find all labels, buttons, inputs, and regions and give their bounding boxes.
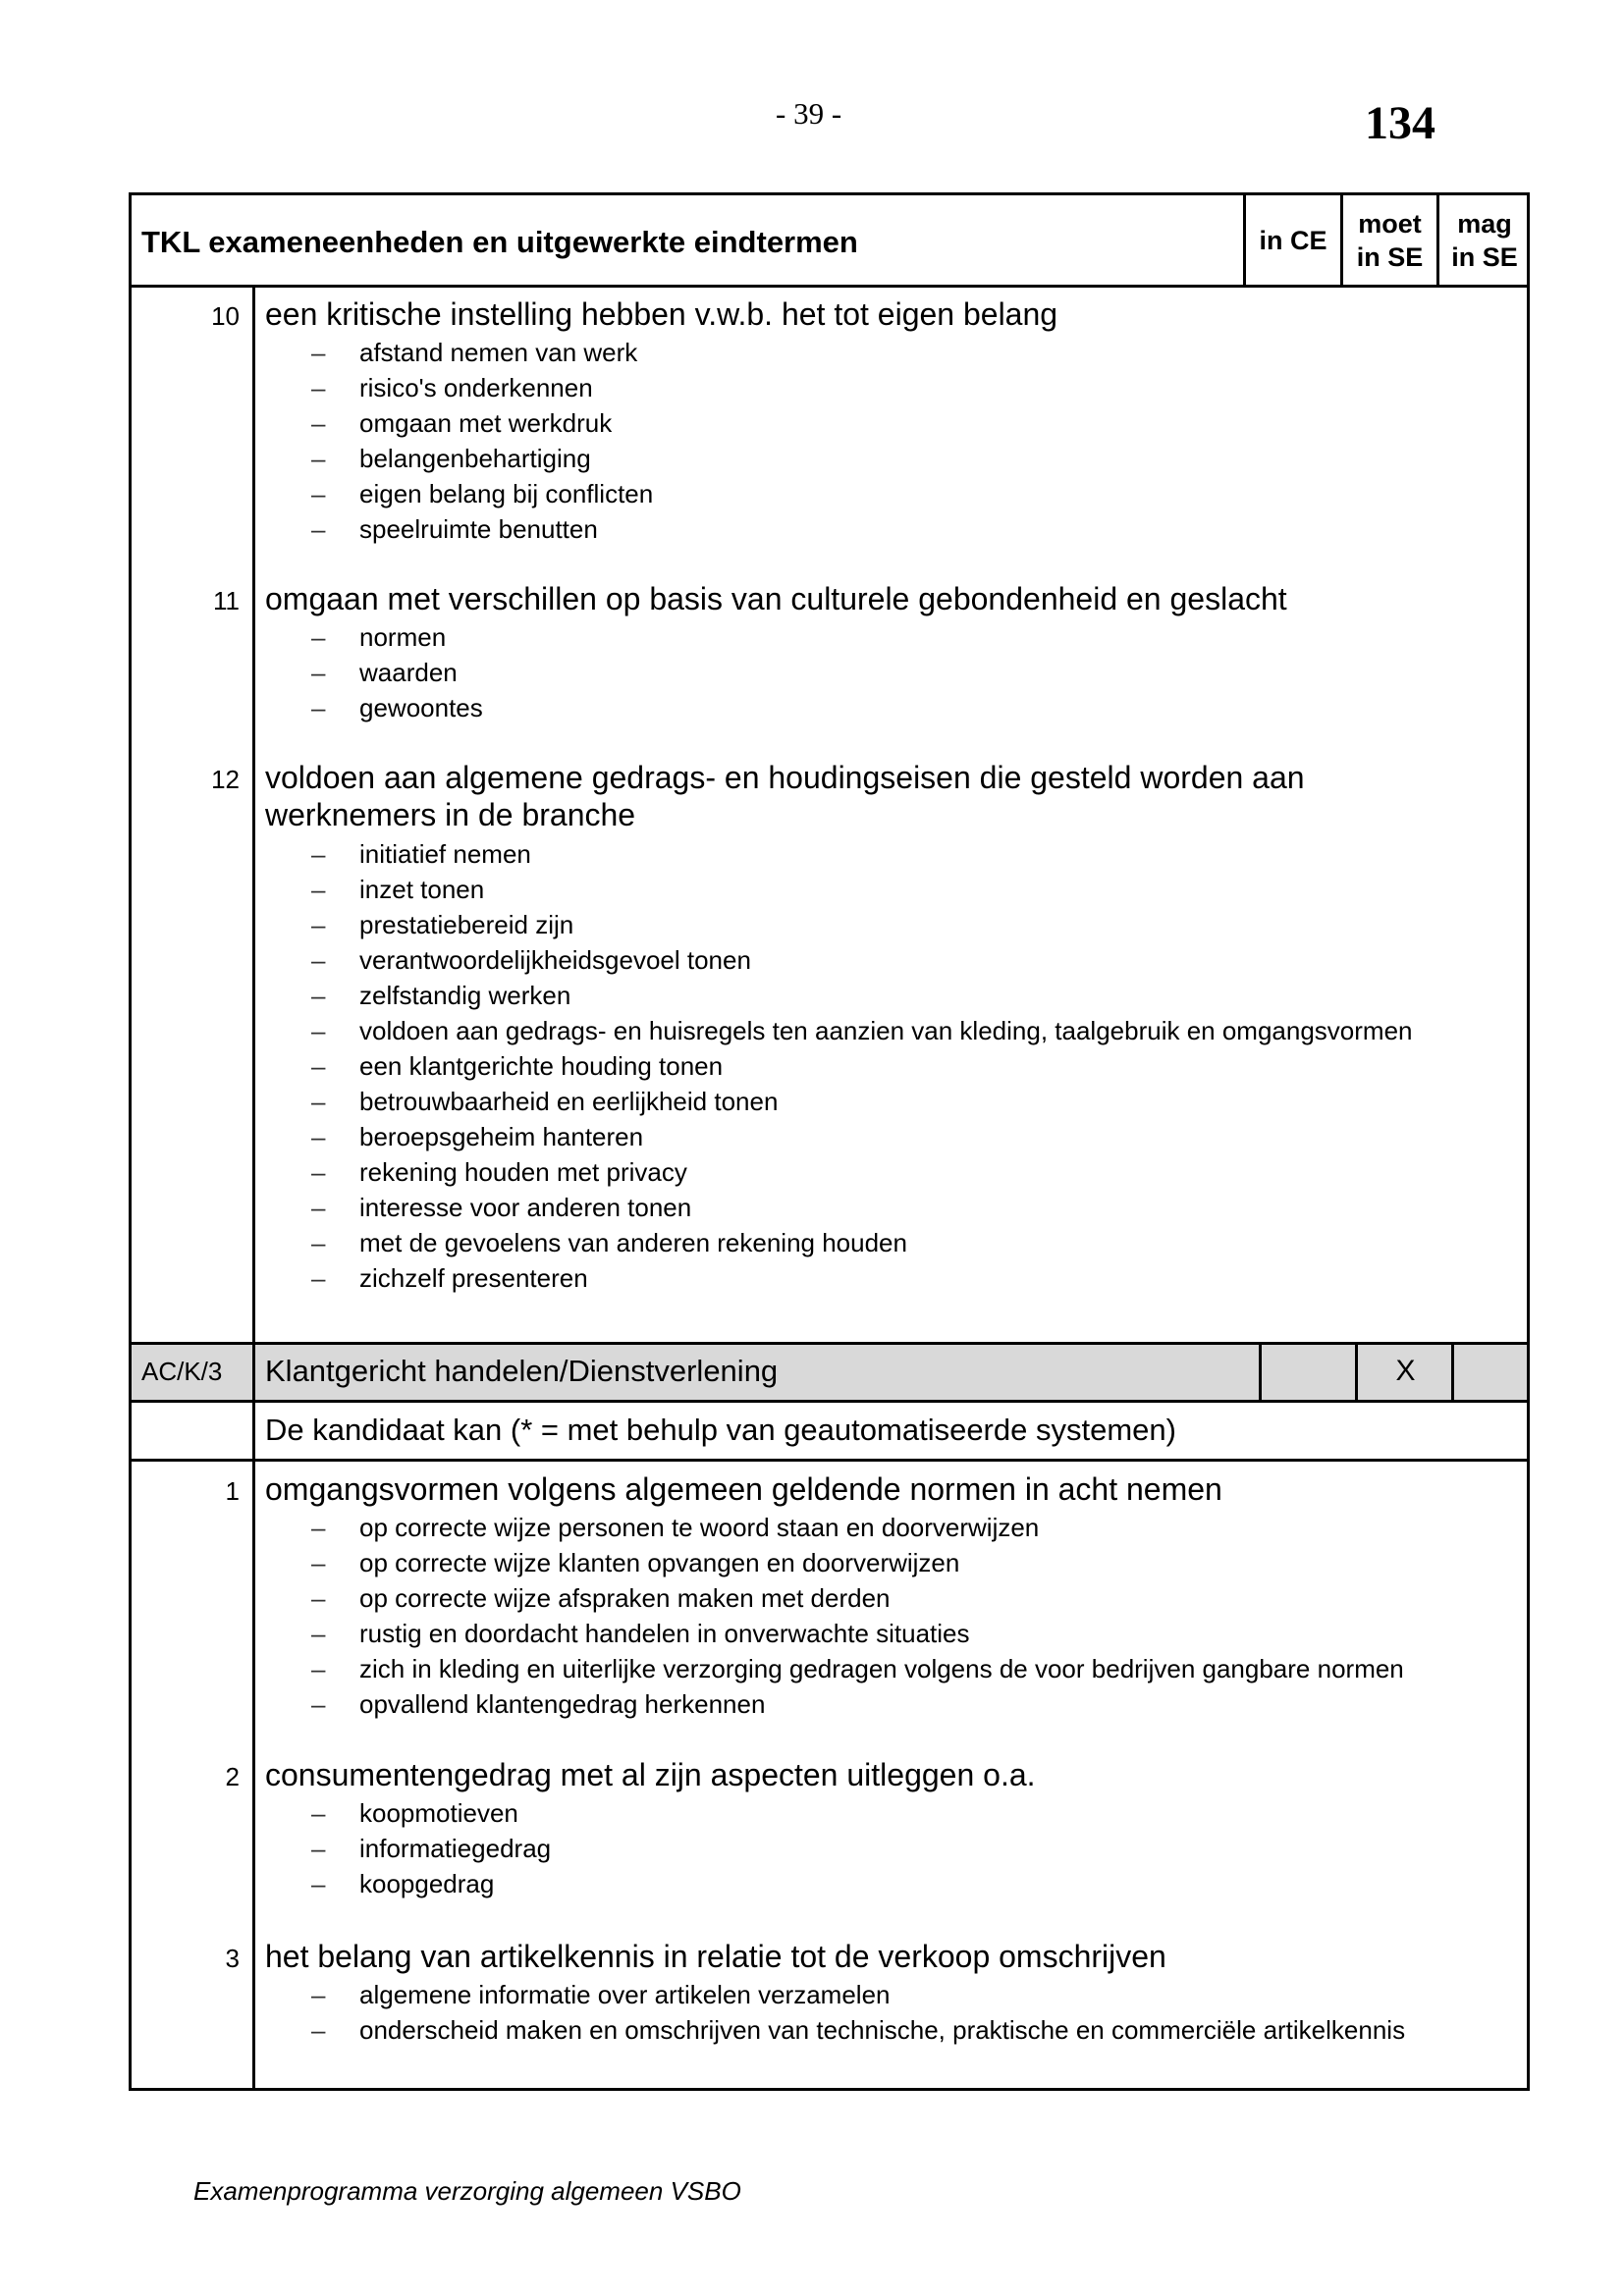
header-bottom-line bbox=[132, 285, 1527, 288]
exam-terms-table bbox=[129, 192, 1530, 2091]
eindterm-text-line-2: werknemers in de branche bbox=[265, 797, 636, 832]
dash-bullet-icon: – bbox=[311, 1157, 326, 1187]
header-moet-label-1: moet bbox=[1358, 209, 1422, 239]
subitem: risico's onderkennen bbox=[359, 373, 593, 402]
eindterm-text: een kritische instelling hebben v.w.b. het tot eigen belang bbox=[265, 296, 1058, 332]
subitem: eigen belang bij conflicten bbox=[359, 479, 654, 508]
dash-bullet-icon: – bbox=[311, 1869, 326, 1898]
dash-bullet-icon: – bbox=[311, 1798, 326, 1828]
dash-bullet-icon: – bbox=[311, 338, 326, 367]
page-number: - 39 - bbox=[776, 96, 842, 131]
eindterm-text: omgangsvormen volgens algemeen geldende normen in acht nemen bbox=[265, 1471, 1222, 1507]
number-column-divider bbox=[252, 285, 255, 1344]
subitem: met de gevoelens van anderen rekening houden bbox=[359, 1228, 907, 1257]
unit-row-bottom-line bbox=[132, 1400, 1527, 1403]
dash-bullet-icon: – bbox=[311, 945, 326, 975]
number-column-divider bbox=[252, 1459, 255, 2091]
dash-bullet-icon: – bbox=[311, 1980, 326, 2009]
dash-bullet-icon: – bbox=[311, 981, 326, 1010]
eindterm-text-line-1: voldoen aan algemene gedrags- en houdingseisen die gesteld worden aan bbox=[265, 760, 1305, 795]
dash-bullet-icon: – bbox=[311, 1051, 326, 1081]
item-number: 11 bbox=[213, 586, 240, 615]
document-number: 134 bbox=[1365, 97, 1435, 149]
subitem: zelfstandig werken bbox=[359, 981, 571, 1010]
dash-bullet-icon: – bbox=[311, 479, 326, 508]
subitem: prestatiebereid zijn bbox=[359, 910, 574, 939]
unit-row-divider bbox=[1355, 1342, 1358, 1401]
subitem: onderscheid maken en omschrijven van technische, praktische en commerciële artikelkennis bbox=[359, 2015, 1406, 2045]
dash-bullet-icon: – bbox=[311, 693, 326, 722]
header-mag-in-se bbox=[1439, 195, 1530, 286]
unit-row-divider bbox=[1451, 1342, 1454, 1401]
header-mag-label-2: in SE bbox=[1451, 242, 1518, 272]
subitem: speelruimte benutten bbox=[359, 514, 598, 544]
dash-bullet-icon: – bbox=[311, 1228, 326, 1257]
subitem: omgaan met werkdruk bbox=[359, 408, 613, 438]
dash-bullet-icon: – bbox=[311, 1548, 326, 1577]
dash-bullet-icon: – bbox=[311, 1122, 326, 1151]
subitem: belangenbehartiging bbox=[359, 444, 591, 473]
subitem: rustig en doordacht handelen in onverwachte situaties bbox=[359, 1619, 970, 1648]
dash-bullet-icon: – bbox=[311, 1087, 326, 1116]
subitem: gewoontes bbox=[359, 693, 483, 722]
unit-code: AC/K/3 bbox=[141, 1357, 223, 1386]
item-number: 2 bbox=[225, 1762, 240, 1791]
subitem: zichzelf presenteren bbox=[359, 1263, 588, 1293]
subitem: afstand nemen van werk bbox=[359, 338, 638, 367]
dash-bullet-icon: – bbox=[311, 444, 326, 473]
eindterm-text: consumentengedrag met al zijn aspecten uitleggen o.a. bbox=[265, 1757, 1036, 1792]
header-in-ce-label: in CE bbox=[1259, 226, 1327, 255]
unit-intro: De kandidaat kan (* = met behulp van geautomatiseerde systemen) bbox=[265, 1413, 1176, 1447]
subitem: initiatief nemen bbox=[359, 839, 531, 869]
dash-bullet-icon: – bbox=[311, 408, 326, 438]
item-number: 12 bbox=[211, 765, 240, 794]
dash-bullet-icon: – bbox=[311, 622, 326, 652]
subitem: verantwoordelijkheidsgevoel tonen bbox=[359, 945, 751, 975]
header-in-ce bbox=[1246, 195, 1340, 286]
item-number: 10 bbox=[211, 301, 240, 331]
dash-bullet-icon: – bbox=[311, 1263, 326, 1293]
header-mag-label-1: mag bbox=[1457, 209, 1512, 239]
subitem: beroepsgeheim hanteren bbox=[359, 1122, 644, 1151]
dash-bullet-icon: – bbox=[311, 1016, 326, 1045]
unit-row-divider bbox=[1259, 1342, 1262, 1401]
dash-bullet-icon: – bbox=[311, 1193, 326, 1222]
subitem: koopgedrag bbox=[359, 1869, 495, 1898]
unit-row-top-line bbox=[132, 1342, 1527, 1345]
subitem: normen bbox=[359, 622, 447, 652]
item-number: 3 bbox=[225, 1944, 240, 1973]
eindterm-text: omgaan met verschillen op basis van culturele gebondenheid en geslacht bbox=[265, 581, 1287, 616]
unit-title: Klantgericht handelen/Dienstverlening bbox=[265, 1354, 779, 1388]
subitem: waarden bbox=[359, 658, 458, 687]
subitem: opvallend klantengedrag herkennen bbox=[359, 1689, 766, 1719]
subitem: koopmotieven bbox=[359, 1798, 518, 1828]
dash-bullet-icon: – bbox=[311, 373, 326, 402]
dash-bullet-icon: – bbox=[311, 839, 326, 869]
subitem: informatiegedrag bbox=[359, 1834, 552, 1863]
dash-bullet-icon: – bbox=[311, 1654, 326, 1683]
subitem: op correcte wijze personen te woord staan en doorverwijzen bbox=[359, 1513, 1040, 1542]
eindterm-text: het belang van artikelkennis in relatie tot de verkoop omschrijven bbox=[265, 1939, 1166, 1974]
dash-bullet-icon: – bbox=[311, 658, 326, 687]
subitem: op correcte wijze afspraken maken met derden bbox=[359, 1583, 891, 1613]
dash-bullet-icon: – bbox=[311, 1583, 326, 1613]
subitem: rekening houden met privacy bbox=[359, 1157, 687, 1187]
subitem: op correcte wijze klanten opvangen en doorverwijzen bbox=[359, 1548, 960, 1577]
page-footer: Examenprogramma verzorging algemeen VSBO bbox=[193, 2176, 741, 2206]
dash-bullet-icon: – bbox=[311, 1834, 326, 1863]
subitem: een klantgerichte houding tonen bbox=[359, 1051, 724, 1081]
table-header-title: TKL exameneenheden en uitgewerkte eindtermen bbox=[141, 225, 858, 259]
dash-bullet-icon: – bbox=[311, 1513, 326, 1542]
subitem: interesse voor anderen tonen bbox=[359, 1193, 692, 1222]
dash-bullet-icon: – bbox=[311, 514, 326, 544]
dash-bullet-icon: – bbox=[311, 910, 326, 939]
dash-bullet-icon: – bbox=[311, 875, 326, 904]
header-moet-in-se bbox=[1343, 195, 1436, 286]
subitem: zich in kleding en uiterlijke verzorging gedragen volgens de voor bedrijven gangbare normen bbox=[359, 1654, 1404, 1683]
unit-moet-in-se-mark: X bbox=[1395, 1355, 1416, 1387]
header-moet-label-2: in SE bbox=[1356, 242, 1424, 272]
dash-bullet-icon: – bbox=[311, 2015, 326, 2045]
intro-row-bottom-line bbox=[132, 1459, 1527, 1462]
subitem: inzet tonen bbox=[359, 875, 485, 904]
dash-bullet-icon: – bbox=[311, 1689, 326, 1719]
subitem: betrouwbaarheid en eerlijkheid tonen bbox=[359, 1087, 779, 1116]
dash-bullet-icon: – bbox=[311, 1619, 326, 1648]
subitem: voldoen aan gedrags- en huisregels ten aanzien van kleding, taalgebruik en omgangsvormen bbox=[359, 1016, 1413, 1045]
item-number: 1 bbox=[225, 1476, 240, 1506]
subitem: algemene informatie over artikelen verzamelen bbox=[359, 1980, 891, 2009]
